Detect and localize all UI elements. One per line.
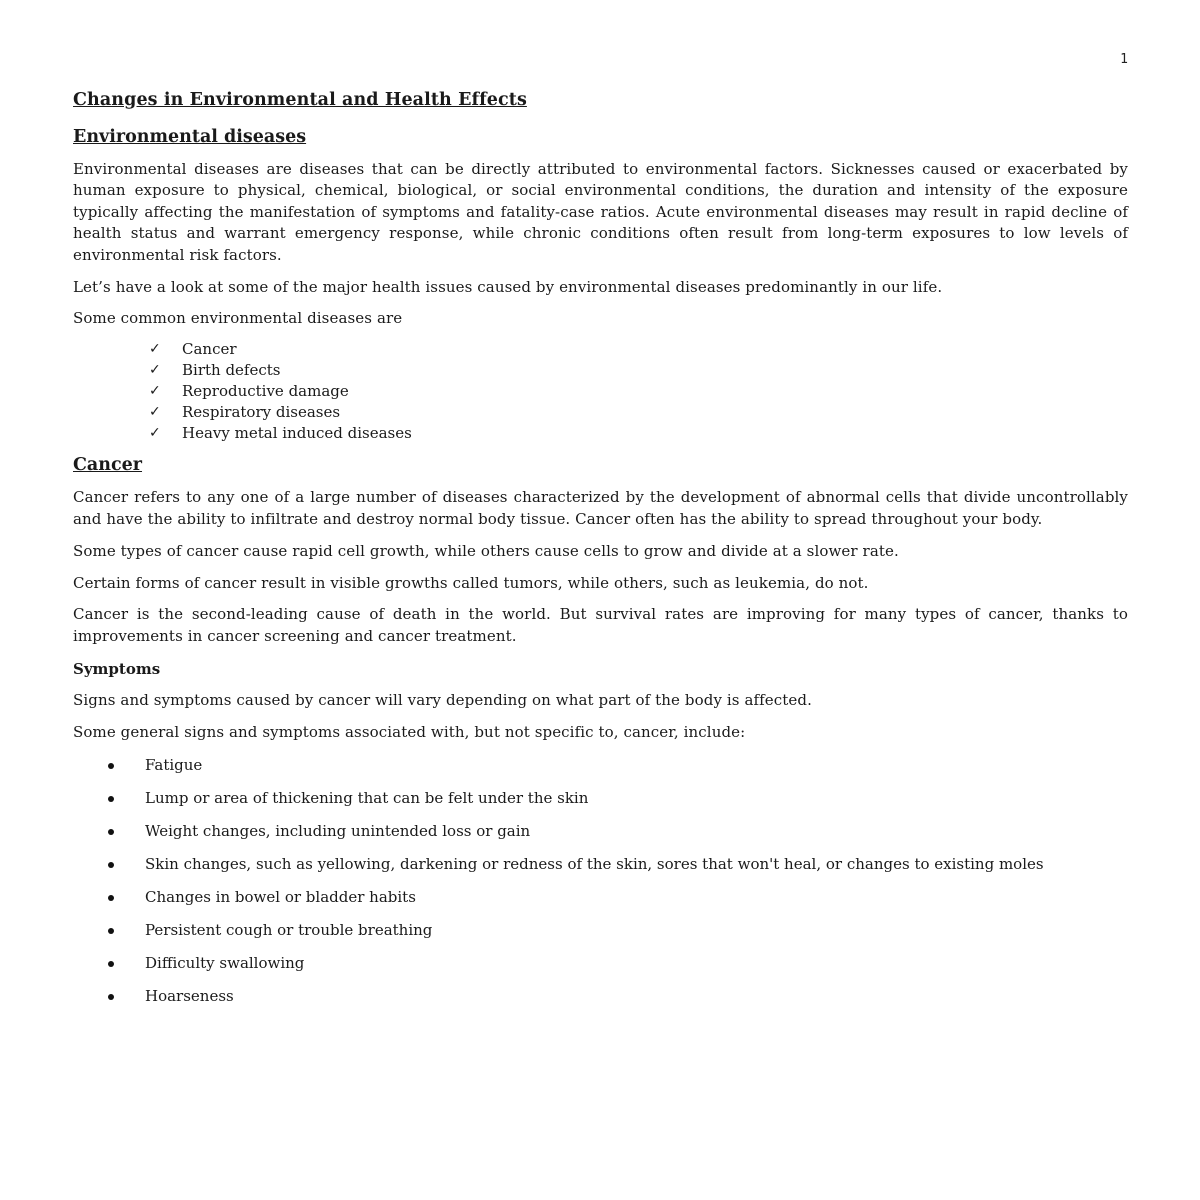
list-item bbox=[149, 381, 1128, 402]
paragraph: Some general signs and symptoms associated with, but not specific to, cancer, include: bbox=[73, 722, 746, 741]
bullet-icon bbox=[108, 829, 114, 835]
symptoms-list bbox=[73, 755, 1128, 1007]
list-item bbox=[108, 887, 1128, 908]
checkmark-icon: ✓ bbox=[149, 362, 161, 379]
list-item-text: Cancer bbox=[182, 340, 237, 359]
list-item bbox=[149, 360, 1128, 381]
paragraph: Some types of cancer cause rapid cell growth, while others cause cells to grow and divide at a slower rate. bbox=[73, 541, 899, 560]
list-item bbox=[108, 854, 1128, 875]
bullet-icon bbox=[108, 796, 114, 802]
checkmark-icon: ✓ bbox=[149, 404, 161, 421]
checkmark-icon: ✓ bbox=[149, 383, 161, 400]
list-item-text: Hoarseness bbox=[145, 987, 234, 1006]
paragraph: Let’s have a look at some of the major health issues caused by environmental diseases predominantly in our life. bbox=[73, 277, 943, 296]
bullet-icon bbox=[108, 994, 114, 1000]
list-item-text: Weight changes, including unintended loss or gain bbox=[145, 822, 531, 841]
paragraph: Cancer is the second-leading cause of death in the world. But survival rates are improving for many types of cancer, thanks to improvements in cancer screening and cancer treatment. bbox=[73, 605, 1128, 645]
paragraph: Signs and symptoms caused by cancer will vary depending on what part of the body is affected. bbox=[73, 690, 812, 709]
list-item-text: Respiratory diseases bbox=[182, 403, 341, 422]
subheading-symptoms: Symptoms bbox=[73, 659, 161, 678]
paragraph: Some common environmental diseases are bbox=[73, 309, 403, 328]
section-heading-environmental-diseases: Environmental diseases bbox=[73, 127, 307, 147]
list-item bbox=[108, 788, 1128, 809]
list-item-text: Birth defects bbox=[182, 361, 281, 380]
list-item bbox=[108, 821, 1128, 842]
list-item bbox=[149, 339, 1128, 360]
bullet-icon bbox=[108, 961, 114, 967]
list-item-text: Reproductive damage bbox=[182, 382, 349, 401]
list-item-text: Fatigue bbox=[145, 756, 203, 775]
bullet-icon bbox=[108, 763, 114, 769]
list-item-text: Changes in bowel or bladder habits bbox=[145, 888, 416, 907]
list-item-text: Lump or area of thickening that can be felt under the skin bbox=[145, 789, 589, 808]
list-item-text: Skin changes, such as yellowing, darkening or redness of the skin, sores that won't heal, or changes to existing moles bbox=[145, 855, 1044, 874]
bullet-icon bbox=[108, 895, 114, 901]
list-item bbox=[108, 986, 1128, 1007]
paragraph: Cancer refers to any one of a large number of diseases characterized by the development of abnormal cells that divide uncontrollably and have the ability to infiltrate and destroy normal body tissue. Cancer often has the ability to spread throughout your body. bbox=[73, 488, 1128, 528]
document-title: Changes in Environmental and Health Effects bbox=[73, 90, 527, 110]
list-item-text: Difficulty swallowing bbox=[145, 954, 305, 973]
list-item bbox=[108, 755, 1128, 776]
list-item-text: Persistent cough or trouble breathing bbox=[145, 921, 433, 940]
environmental-diseases-list bbox=[73, 339, 1128, 444]
bullet-icon bbox=[108, 928, 114, 934]
page-number: 1 bbox=[1120, 52, 1128, 67]
list-item bbox=[108, 953, 1128, 974]
section-heading-cancer: Cancer bbox=[73, 455, 143, 476]
list-item bbox=[108, 920, 1128, 941]
list-item bbox=[149, 423, 1128, 444]
checkmark-icon: ✓ bbox=[149, 341, 161, 358]
paragraph: Environmental diseases are diseases that can be directly attributed to environmental factors. Sicknesses caused or exacerbated by human exposure to physical, chemical, biological, or social environmental conditions, the duration and intensity of the exposure typically affecting the manifestation of symptoms and fatality-case ratios. Acute environmental diseases may result in rapid decline of health status and warrant emergency response, while chronic conditions often result from long-term exposures to low levels of environmental risk factors. bbox=[73, 160, 1128, 264]
checkmark-icon: ✓ bbox=[149, 425, 161, 442]
document-body bbox=[73, 88, 1128, 1019]
paragraph: Certain forms of cancer result in visible growths called tumors, while others, such as leukemia, do not. bbox=[73, 573, 869, 592]
list-item bbox=[149, 402, 1128, 423]
bullet-icon bbox=[108, 862, 114, 868]
list-item-text: Heavy metal induced diseases bbox=[182, 424, 412, 443]
